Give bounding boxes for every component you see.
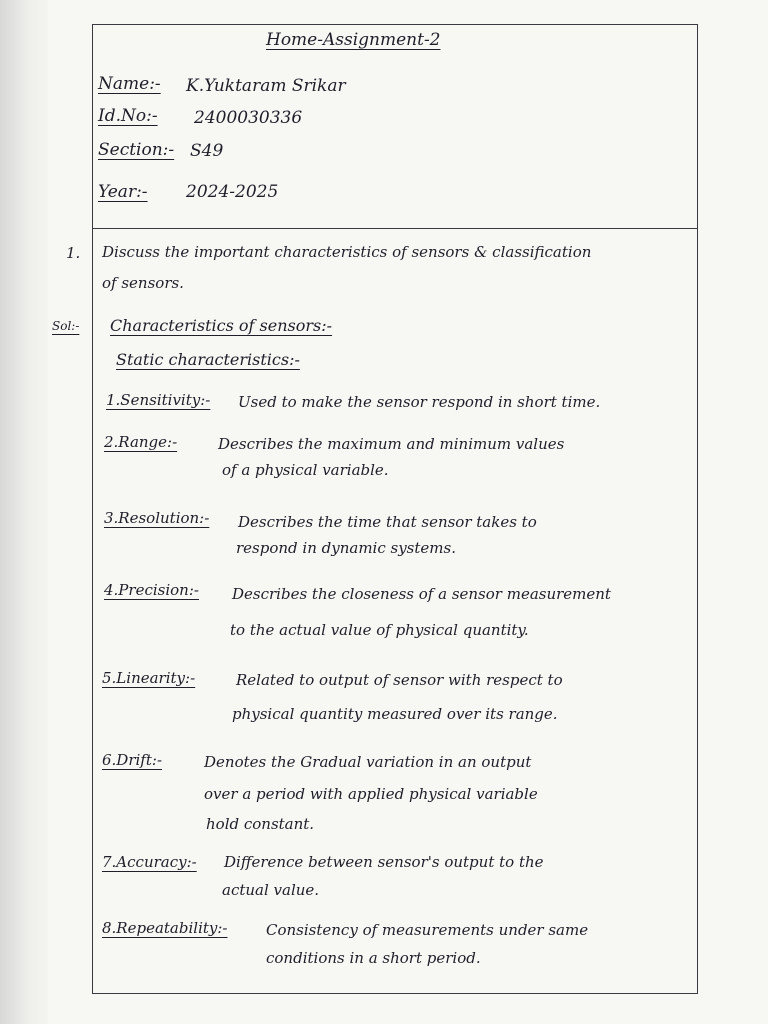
notebook-spine (0, 0, 50, 1024)
solution-heading: Characteristics of sensors:- (110, 316, 333, 335)
question-number: 1. (66, 244, 81, 262)
id-value: 2400030336 (194, 108, 303, 128)
item-text: Describes the maximum and minimum values (218, 435, 565, 453)
section-label: Section:- (98, 140, 175, 160)
name-value: K.Yuktaram Srikar (186, 76, 346, 96)
item-text: actual value. (222, 881, 320, 899)
header-divider (92, 228, 698, 229)
item-text: conditions in a short period. (266, 949, 481, 967)
item-label-linearity: 5.Linearity:- (102, 669, 196, 687)
item-text: Related to output of sensor with respect to (236, 671, 563, 689)
item-text: physical quantity measured over its range. (232, 705, 558, 723)
item-label-drift: 6.Drift:- (102, 751, 163, 769)
item-label-resolution: 3.Resolution:- (104, 509, 210, 527)
item-text: hold constant. (206, 815, 315, 833)
item-text: Consistency of measurements under same (266, 921, 589, 939)
item-label-range: 2.Range:- (104, 433, 178, 451)
item-text: to the actual value of physical quantity. (230, 621, 529, 639)
item-text: Denotes the Gradual variation in an output (204, 753, 532, 771)
solution-marker: Sol:- (52, 319, 80, 333)
item-text: Describes the closeness of a sensor measurement (232, 585, 611, 603)
name-label: Name:- (98, 74, 161, 94)
section-value: S49 (190, 141, 224, 161)
item-text: over a period with applied physical variable (204, 785, 538, 803)
item-label-accuracy: 7.Accuracy:- (102, 853, 197, 871)
assignment-title: Home-Assignment-2 (266, 30, 441, 50)
year-label: Year:- (98, 182, 148, 202)
id-label: Id.No:- (98, 106, 158, 126)
question-text-line-2: of sensors. (102, 274, 184, 292)
item-text: of a physical variable. (222, 461, 389, 479)
item-text: respond in dynamic systems. (236, 539, 456, 557)
item-label-repeatability: 8.Repeatability:- (102, 919, 228, 937)
item-text: Describes the time that sensor takes to (238, 513, 537, 531)
solution-subheading: Static characteristics:- (116, 350, 300, 369)
item-text: Used to make the sensor respond in short time. (238, 393, 601, 411)
item-label-sensitivity: 1.Sensitivity:- (106, 391, 211, 409)
year-value: 2024-2025 (186, 182, 279, 202)
item-text: Difference between sensor's output to the (224, 853, 544, 871)
question-text-line-1: Discuss the important characteristics of sensors & classification (102, 243, 592, 261)
item-label-precision: 4.Precision:- (104, 581, 199, 599)
